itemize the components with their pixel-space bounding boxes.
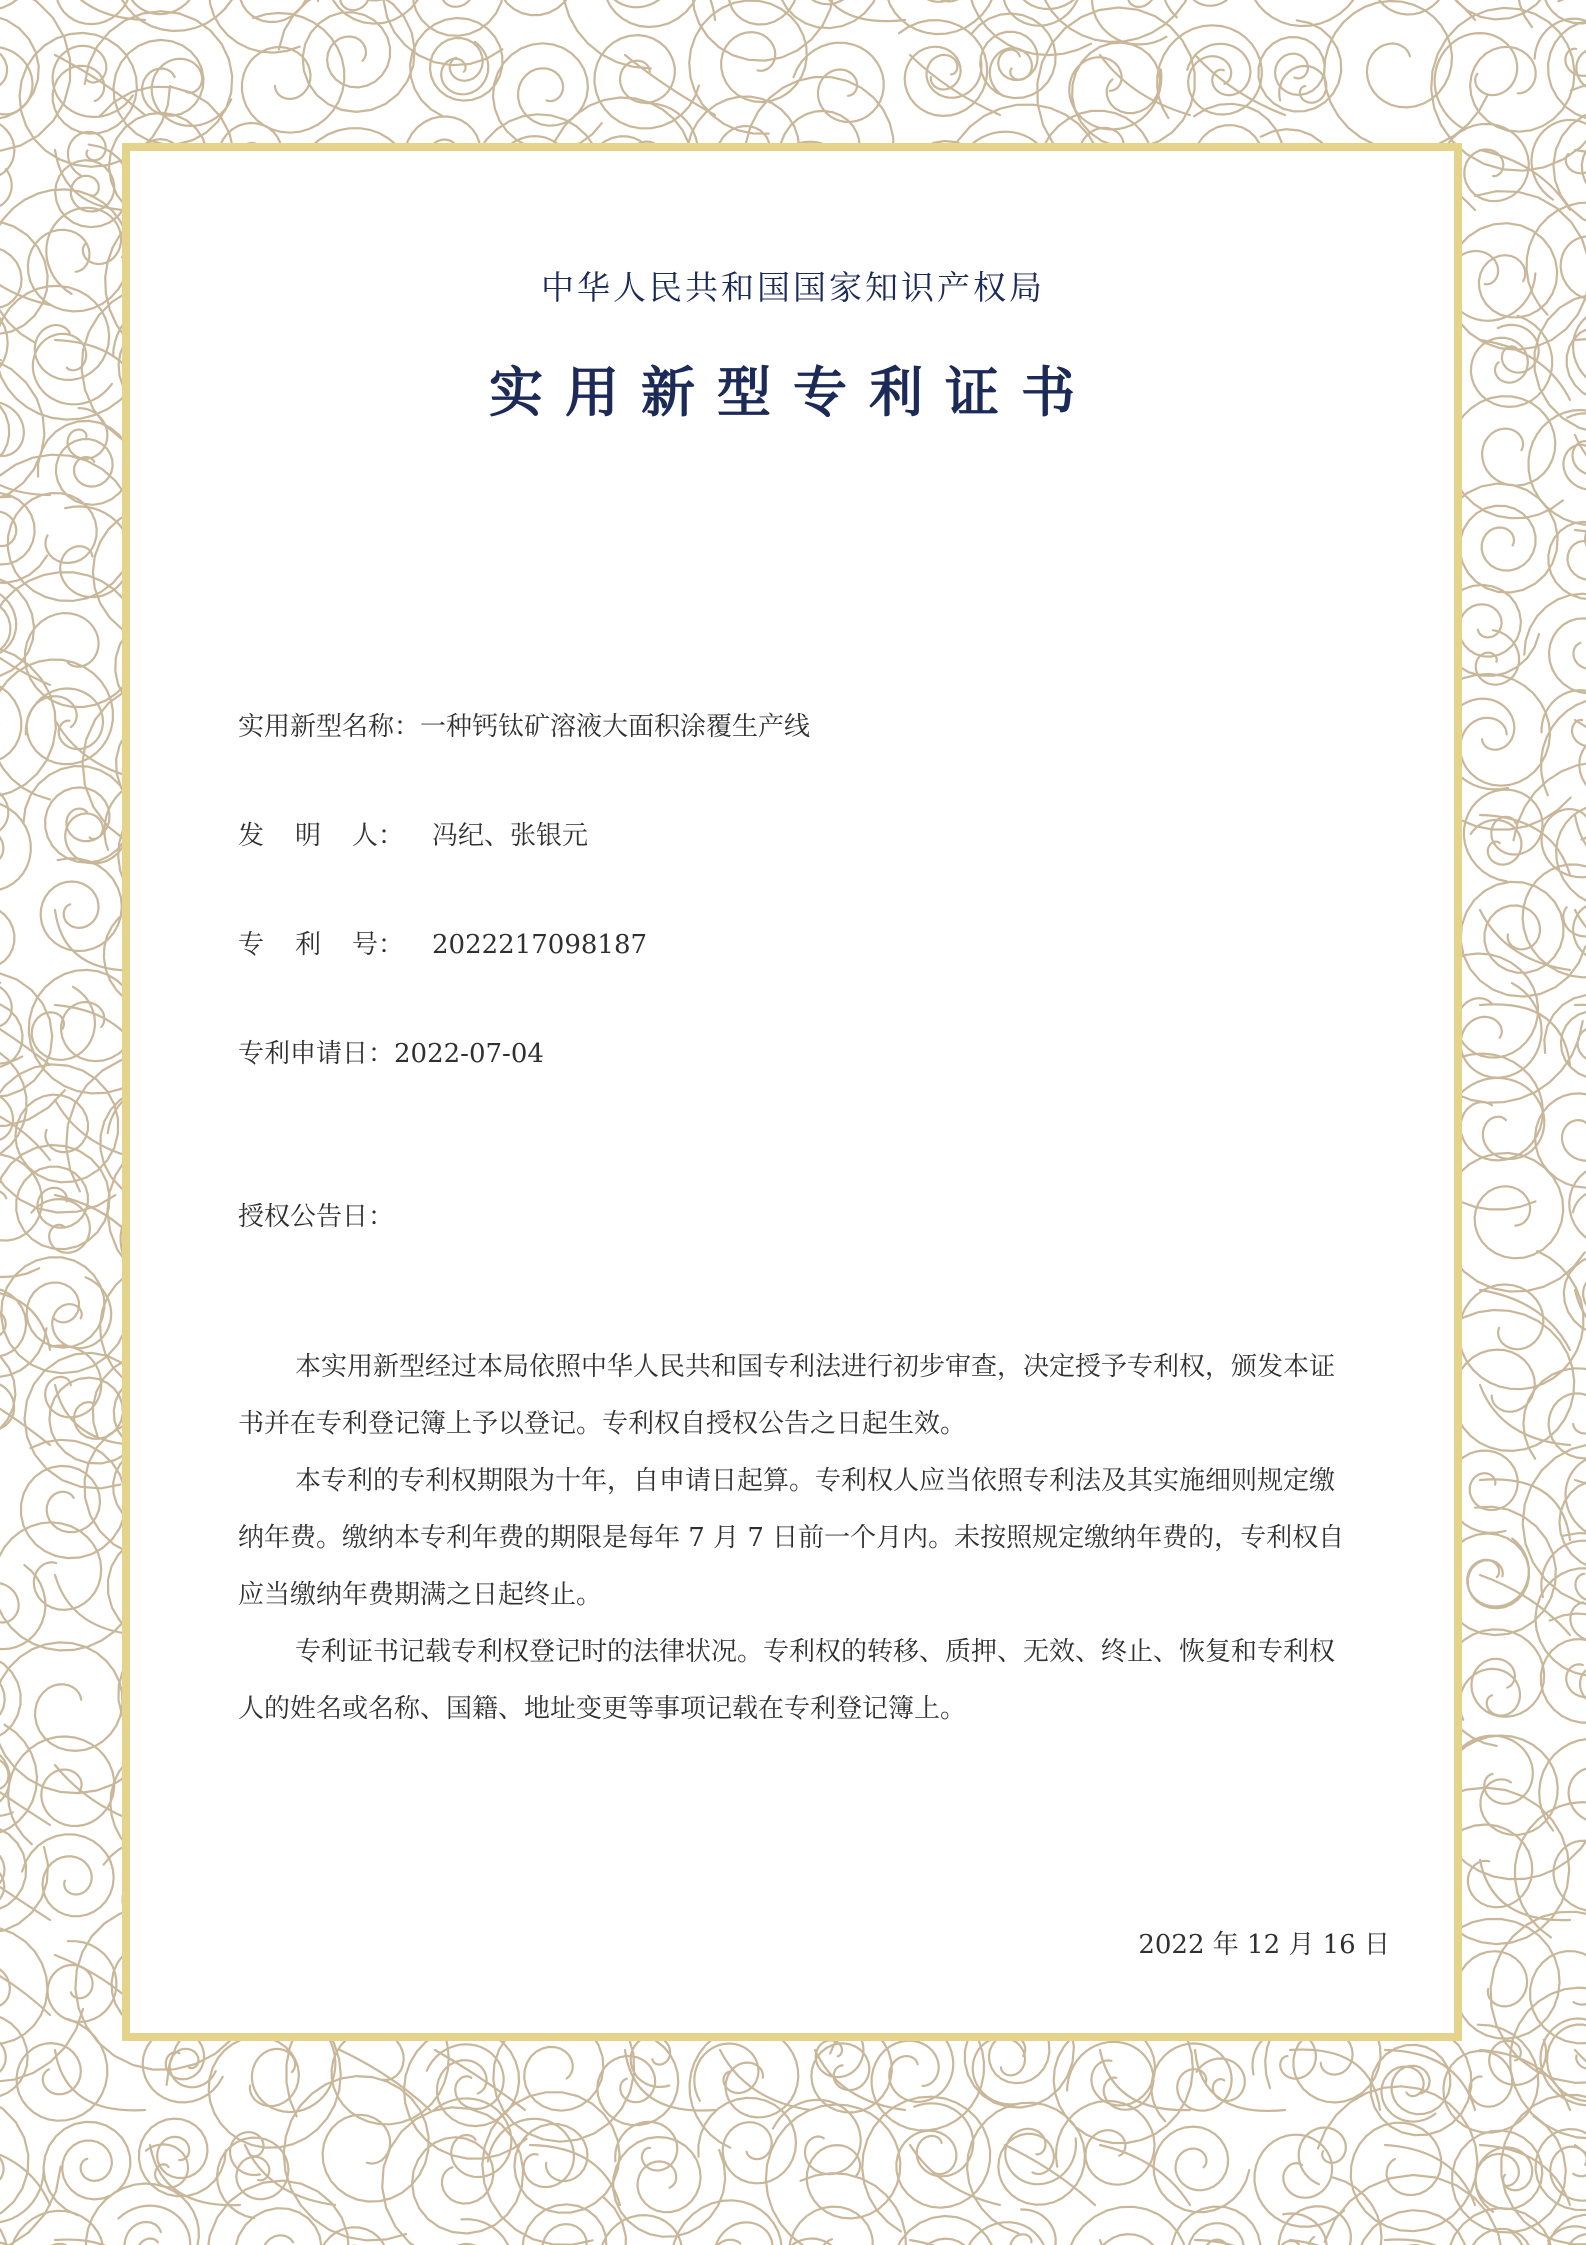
swirl-line [1491, 1912, 1586, 2083]
wave-line [55, 2240, 145, 2245]
swirl-line [1523, 1368, 1586, 1458]
swirl-line [1541, 1541, 1586, 1602]
swirl-line [382, 2107, 523, 2245]
swirl-line [0, 47, 33, 119]
swirl-line [1069, 57, 1161, 129]
swirl-line [1476, 2147, 1533, 2211]
swirl-line [1157, 25, 1262, 118]
swirl-line [26, 0, 132, 24]
swirl-line [1461, 882, 1586, 997]
swirl-line [613, 2137, 725, 2237]
swirl-line [0, 455, 135, 601]
swirl-line [242, 13, 344, 133]
swirl-line [1445, 484, 1557, 593]
swirl-line [522, 2197, 626, 2245]
wave-line [1385, 0, 1475, 20]
utility-model-name-value: 一种钙钛矿溶液大面积涂覆生产线 [420, 712, 811, 742]
swirl-line [17, 2019, 108, 2121]
certificate-frame [122, 143, 1462, 2041]
swirl-line [209, 0, 310, 53]
swirl-line [0, 1757, 13, 1816]
inventor-label-char: 明 [294, 821, 321, 851]
patent-number-label-char: 专 [238, 930, 265, 960]
swirl-line [0, 0, 36, 10]
swirl-line [816, 2037, 864, 2077]
wave-line [625, 55, 715, 115]
swirl-line [885, 0, 998, 34]
swirl-line [1056, 2101, 1155, 2185]
swirl-line [1232, 0, 1366, 26]
swirl-line [1524, 594, 1586, 694]
swirl-line [690, 2027, 799, 2148]
swirl-line [0, 2013, 28, 2097]
filing-date-value: 2022-07-04 [394, 1039, 544, 1069]
swirl-line [1154, 2127, 1250, 2213]
swirl-line [1461, 983, 1542, 1078]
swirl-line [1535, 19, 1586, 76]
wave-line [1290, 2050, 1380, 2110]
swirl-line [1464, 790, 1543, 882]
inventor-label [238, 815, 432, 852]
swirl-line [0, 1381, 14, 1429]
swirl-line [85, 11, 232, 144]
patent-number-row [238, 924, 647, 961]
body-paragraph-1: 本实用新型经过本局依照中华人民共和国专利法进行初步审查，决定授予专利权，颁发本证书并在专利登记簿上予以登记。专利权自授权公告之日起生效。 [238, 1352, 1336, 1439]
swirl-line [1518, 0, 1586, 27]
grant-date-label: 授权公告日： [238, 1202, 395, 1232]
wave-line [1385, 2145, 1475, 2205]
certificate-body [238, 1339, 1348, 1738]
swirl-line [1548, 503, 1586, 599]
utility-model-name-row [238, 706, 810, 743]
swirl-line [1471, 820, 1522, 865]
swirl-line [689, 1, 807, 134]
swirl-line [0, 801, 31, 891]
patent-number-label [238, 924, 432, 961]
swirl-line [603, 0, 676, 7]
swirl-line [1542, 809, 1586, 878]
swirl-line [22, 1834, 114, 1916]
swirl-line [1187, 44, 1250, 95]
wave-line [1480, 1290, 1570, 1350]
inventor-value: 冯纪、张银元 [432, 821, 589, 851]
grant-date-row [238, 1196, 394, 1233]
swirl-line [1092, 0, 1166, 44]
wave-line [0, 2240, 50, 2245]
swirl-line [0, 1145, 109, 1249]
body-paragraph-3: 专利证书记载专利权登记时的法律状况。专利权的转移、质押、无效、终止、恢复和专利权人的姓名或名称、国籍、地址变更等事项记载在专利登记簿上。 [238, 1637, 1336, 1724]
swirl-line [1514, 762, 1586, 907]
swirl-line [599, 2215, 716, 2245]
swirl-line [318, 0, 370, 10]
swirl-line [1501, 2095, 1586, 2244]
issue-date: 2022 年 12 月 16 日 [1138, 1930, 1390, 1960]
swirl-line [631, 2036, 670, 2087]
swirl-line [0, 1522, 142, 1650]
swirl-line [1569, 1165, 1586, 1247]
wave-line [55, 2050, 145, 2110]
inventor-label-char: 人 [351, 821, 378, 851]
body-paragraph-2: 本专利的专利权期限为十年，自申请日起算。专利权人应当依照专利法及其实施细则规定缴纳年费。缴纳本专利年费的期限是每年 7 月 7 日前一个月内。未按照规定缴纳年费的，专利权自应当缴纳年费期满之日起终止。 [238, 1466, 1345, 1610]
inventor-row [238, 815, 588, 852]
swirl-line [41, 858, 122, 951]
patent-number-value: 2022217098187 [432, 930, 648, 960]
swirl-line [1162, 0, 1239, 17]
swirl-line [1065, 2207, 1187, 2245]
swirl-line [44, 2122, 131, 2215]
utility-model-name-label: 实用新型名称： [238, 712, 421, 742]
filing-date-label: 专利申请日： [238, 1039, 395, 1069]
swirl-line [773, 2100, 861, 2174]
swirl-line [68, 132, 106, 176]
swirl-line [1515, 1802, 1586, 1937]
wave-line [1480, 1004, 1570, 1065]
swirl-line [1459, 1251, 1584, 1389]
inventor-colon: ： [378, 821, 405, 851]
wave-line [1290, 2240, 1380, 2245]
wave-line [1100, 2240, 1190, 2245]
swirl-line [0, 2094, 61, 2245]
certificate-title: 实用新型专利证书 [489, 361, 1097, 424]
swirl-line [0, 2148, 44, 2223]
wave-line [1195, 2050, 1285, 2111]
swirl-line [1539, 1739, 1586, 1831]
swirl-line [1460, 1669, 1520, 1720]
wave-line [530, 2145, 620, 2205]
swirl-line [0, 1926, 83, 2082]
swirl-line [990, 48, 1032, 96]
swirl-line [563, 0, 703, 68]
swirl-line [207, 2181, 349, 2245]
swirl-line [794, 43, 884, 122]
patent-number-label-char: 利 [294, 930, 321, 960]
patent-number-colon: ： [378, 930, 405, 960]
swirl-line [1010, 2210, 1056, 2245]
swirl-line [1535, 1533, 1586, 1676]
swirl-line [1550, 2115, 1586, 2201]
filing-date-row [238, 1033, 544, 1070]
swirl-line [24, 766, 131, 863]
swirl-line [1278, 2214, 1327, 2245]
swirl-line [32, 987, 95, 1060]
swirl-line [1172, 2207, 1261, 2245]
patent-number-label-char: 号 [351, 930, 378, 960]
swirl-line [0, 905, 14, 985]
issuer-name: 中华人民共和国国家知识产权局 [541, 268, 1045, 307]
swirl-line [488, 2119, 574, 2187]
inventor-label-char: 发 [238, 821, 265, 851]
swirl-line [0, 1825, 48, 1934]
swirl-line [594, 35, 699, 128]
wave-line [625, 0, 715, 20]
